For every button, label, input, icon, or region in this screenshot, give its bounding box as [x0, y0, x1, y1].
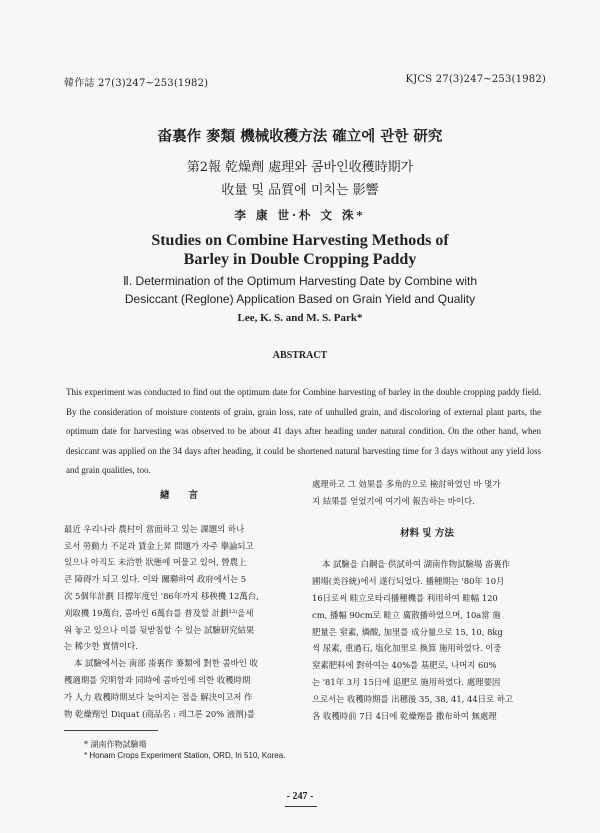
title-english-line-2: Barley in Double Cropping Paddy	[183, 251, 417, 268]
subtitle-english-line-2: Desiccant (Reglone) Application Based on Grain Yield and Quality	[124, 292, 476, 306]
intro-heading: 緖 言	[159, 490, 198, 501]
journal-citation-english: KJCS 27(3)247~253(1982)	[405, 74, 546, 85]
title-english-line-1: Studies on Combine Harvesting Methods of	[151, 232, 449, 249]
methods-column	[312, 476, 542, 724]
intro-column	[64, 488, 294, 722]
footnote-english: * Honam Crops Experiment Station, ORD, Iri 510, Korea.	[84, 751, 286, 760]
methods-heading: 材料 및 方法	[400, 527, 454, 539]
intro-line: 큰 障碍가 되고 있다. 이와 關聯하여 政府에서는 5	[64, 574, 247, 585]
methods-line: 으로서는 收穫時期를 出穗後 35, 38, 41, 44日로 하고	[312, 693, 513, 704]
intro-line: 워 놓고 있으나 이를 뒷받침할 수 있는 試驗研究結果	[64, 624, 255, 635]
page-number-underline	[285, 806, 317, 807]
authors-english: Lee, K. S. and M. S. Park*	[237, 312, 363, 324]
intro-continued-line: 處理하고 그 効果를 多角的으로 檢討하였던 바 몇가	[312, 479, 501, 489]
methods-line: 各 收穫時前 7日 4日에 乾燥劑를 撒布하여 無處理	[312, 710, 497, 721]
intro-line: 物 乾燥劑인 Diquat (商品名 : 레그론 20% 液劑)를	[64, 708, 255, 719]
page-number: - 247 -	[286, 791, 314, 802]
authors-korean: 李 康 世·朴 文 洙*	[234, 208, 366, 222]
intro-line: 로서 勞動力 不足과 賃金上昇 問題가 자주 擧論되고	[64, 540, 254, 551]
methods-line: cm, 播幅 90cm로 畦立 廣散播하였으며, 10a當 施	[312, 609, 501, 620]
methods-line: 肥量은 窒素, 燐酸, 加里를 成分量으로 15, 10, 8kg	[312, 626, 503, 637]
methods-line: 씩 尿素, 重過石, 塩化加里로 換算 施用하였다. 이중	[312, 643, 502, 654]
intro-line: 最近 우리나라 農村이 當面하고 있는 課題의 하나	[64, 523, 245, 534]
methods-line: 本 試驗을 白鋼을 供試하여 湖南作物試驗場 畓裏作	[322, 559, 511, 570]
intro-line: 刈取機 19萬台, 콤바인 6萬台를 普及할 計劃¹³⁾을세	[64, 607, 254, 618]
abstract-heading: ABSTRACT	[272, 350, 328, 361]
subtitle-korean-line-2: 收量 및 品質에 미치는 影響	[221, 183, 379, 198]
intro-line: 가 人力 收穫時期보다 늦어지는 점을 解決이고저 作	[64, 691, 253, 702]
intro-line: 있으나 아직도 未洽한 狀態에 머물고 있어, 營農上	[64, 557, 247, 568]
intro-continued-line: 지 結果를 얻었기에 여기에 報告하는 바이다.	[312, 495, 475, 506]
intro-line: 本 試驗에서는 南部 畓裏作 麥類에 對한 콤바인 收	[74, 658, 258, 669]
intro-line: 穫適期를 究明함과 同時에 콤바인에 의한 收穫時期	[64, 674, 251, 685]
subtitle-english-line-1: Ⅱ. Determination of the Optimum Harvesting Date by Combine with	[122, 274, 478, 288]
methods-line: 16日로써 畦立로타리播種機를 利用하여 畦幅 120	[312, 592, 498, 603]
subtitle-korean-line-1: 第2報 乾燥劑 處理와 콤바인收穫時期가	[186, 160, 414, 175]
intro-line: 는 稀少한 實情이다.	[64, 641, 138, 652]
methods-line: 圃場(美谷統)에서 遂行되었다. 播種期는 '80年 10月	[312, 576, 505, 587]
title-korean: 畓裏作 麥類 機械收穫方法 確立에 관한 研究	[157, 128, 443, 145]
footnote-rule	[64, 730, 158, 731]
intro-line: 次 5個年計劃 目標年度인 '86年까지 移秧機 12萬台,	[64, 590, 259, 601]
methods-line: 窒素肥料에 對하여는 40%를 基肥로, 나머지 60%	[312, 660, 497, 671]
methods-line: 는 '81年 3月 15日에 追肥로 施用하였다. 處理要因	[312, 676, 501, 687]
journal-citation-korean: 韓作誌 27(3)247~253(1982)	[64, 78, 209, 89]
abstract-text: This experiment was conducted to find out the optimum date for Combine harvesting of barley in the double cropping paddy field. By the consideration of moisture contents of grain, grain loss, rate of unhulled grain, and discoloring of external plant parts, the optimum date for harvesting was observed to be about 41 days after heading under natural condition. On the other hand, when desiccant was applied on the 34 days after heading, it could be shortened natural harvesting time for 3 days without any yield loss and grain qualities, too.	[66, 387, 541, 475]
footnote-korean: * 湖南作物試驗場	[84, 740, 147, 749]
